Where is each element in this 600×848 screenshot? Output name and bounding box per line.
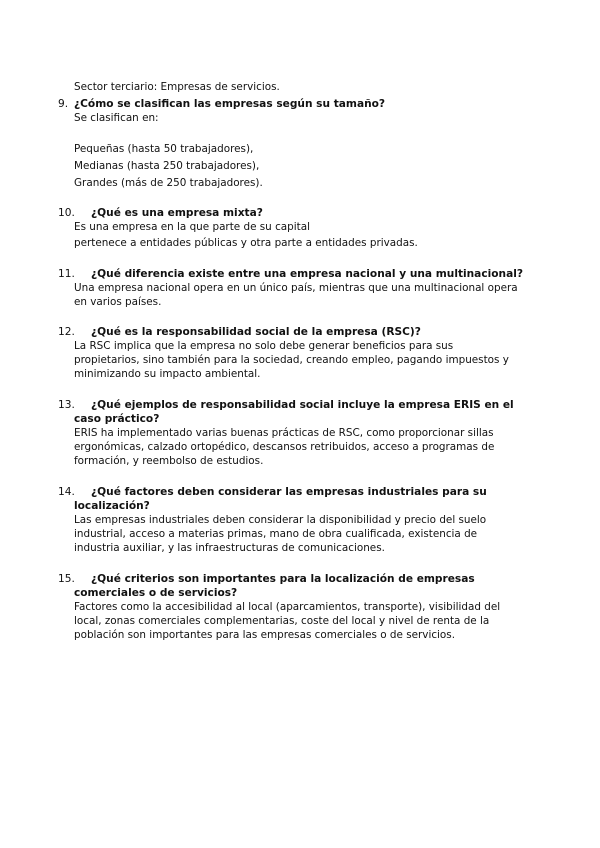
answer-text: minimizando su impacto ambiental.	[74, 368, 261, 380]
answer-text: propietarios, sino también para la sociedad, creando empleo, pagando impuestos y	[74, 354, 509, 366]
question-number: 10.	[58, 207, 75, 219]
answer-text: Pequeñas (hasta 50 trabajadores),	[74, 143, 254, 155]
answer-text: Las empresas industriales deben considerar la disponibilidad y precio del suelo	[74, 514, 487, 526]
answer-text: población son importantes para las empresas comerciales o de servicios.	[74, 629, 455, 641]
answer-text: Una empresa nacional opera en un único país, mientras que una multinacional opera	[74, 282, 518, 294]
answer-text: Medianas (hasta 250 trabajadores),	[74, 160, 260, 172]
answer-text: Se clasifican en:	[74, 112, 159, 124]
answer-text: formación, y reembolso de estudios.	[74, 455, 264, 467]
question-heading: ¿Qué criterios son importantes para la localización de empresas	[91, 573, 475, 585]
question-number: 12.	[58, 326, 75, 338]
question-heading: localización?	[74, 500, 150, 512]
question-heading: ¿Qué ejemplos de responsabilidad social incluye la empresa ERIS en el	[91, 399, 514, 411]
answer-text: industrial, acceso a materias primas, mano de obra cualificada, existencia de	[74, 528, 478, 540]
question-heading: ¿Qué es la responsabilidad social de la empresa (RSC)?	[91, 326, 421, 338]
answer-text: Es una empresa en la que parte de su capital	[74, 221, 310, 233]
question-heading: ¿Qué es una empresa mixta?	[91, 207, 263, 219]
question-heading: ¿Cómo se clasifican las empresas según su tamaño?	[74, 98, 386, 110]
answer-text: en varios países.	[74, 296, 162, 308]
question-number: 9.	[58, 98, 69, 110]
answer-text: ERIS ha implementado varias buenas prácticas de RSC, como proporcionar sillas	[74, 427, 494, 439]
question-heading: ¿Qué factores deben considerar las empresas industriales para su	[91, 486, 487, 498]
question-number: 13.	[58, 399, 75, 411]
question-number: 15.	[58, 573, 75, 585]
answer-text: Factores como la accesibilidad al local (aparcamientos, transporte), visibilidad del	[74, 601, 501, 613]
question-number: 11.	[58, 268, 75, 280]
question-number: 14.	[58, 486, 75, 498]
question-heading: caso práctico?	[74, 413, 160, 425]
question-heading: ¿Qué diferencia existe entre una empresa nacional y una multinacional?	[91, 268, 523, 280]
question-heading: comerciales o de servicios?	[74, 587, 238, 599]
answer-text: local, zonas comerciales complementarias, coste del local y nivel de renta de la	[74, 615, 490, 627]
intro-text: Sector terciario: Empresas de servicios.	[74, 81, 280, 93]
answer-text: ergonómicas, calzado ortopédico, descansos retribuidos, acceso a programas de	[74, 441, 495, 453]
answer-text: La RSC implica que la empresa no solo debe generar beneficios para sus	[74, 340, 454, 352]
answer-text: pertenece a entidades públicas y otra parte a entidades privadas.	[74, 237, 418, 249]
answer-text: industria auxiliar, y las infraestructuras de comunicaciones.	[74, 542, 385, 554]
answer-text: Grandes (más de 250 trabajadores).	[74, 177, 263, 189]
